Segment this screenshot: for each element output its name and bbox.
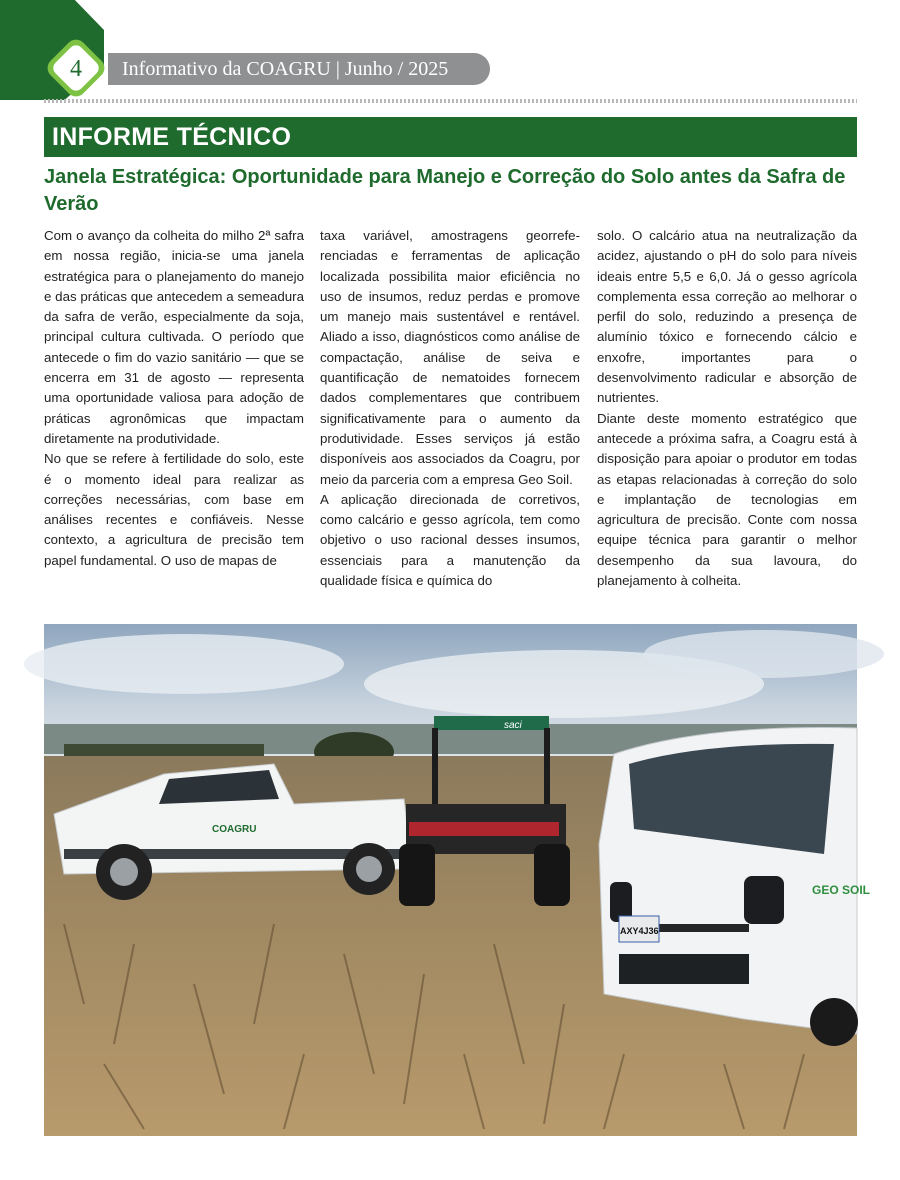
paragraph: A aplicação direcionada de corretivos, como calcário e gesso agrícola, tem como objetivo o uso racional desses insumos, essenciais para a manutenção da qualidade física e química do xyxy=(320,491,580,589)
paragraph: Diante deste momento estratégico que antecede a próxima safra, a Coagru está à disposição para apoiar o produtor em todas as etapas relacionadas à correção do solo e implantação de tecnologias em agricultura de precisão. Conte com nossa equipe técnica para garantir o melhor desempenho da sua lavoura, do planejamento à colheita. xyxy=(597,410,857,589)
paragraph: taxa variável, amostragens georreferenciadas e ferramentas de aplicação localizada possibilita maior eficiência no uso de insumos, reduz perdas e promove um manejo mais sustentável e rentável. Aliado a isso, diagnósticos como análise de compactação, análise de seiva e quantificação de nematoides fornecem dados complementares que contribuem significativamente para o aumento da produtividade. Esses serviços já estão disponíveis aos associados da Coagru, por meio da parceria com a empresa Geo Soil. xyxy=(320,228,580,487)
cloud xyxy=(24,634,344,694)
cloud xyxy=(644,630,884,678)
article-column-2 xyxy=(320,226,580,621)
section-title: INFORME TÉCNICO xyxy=(52,123,292,151)
white-cab-truck xyxy=(599,728,870,1046)
license-plate-text: AXY4J36 xyxy=(620,926,659,936)
utv-brand: saci xyxy=(504,720,522,731)
article-column-3 xyxy=(597,226,857,621)
article-headline: Janela Estratégica: Oportunidade para Manejo e Correção do Solo antes da Safra de Verão xyxy=(44,166,846,215)
header-divider xyxy=(44,99,857,103)
publication-title: Informativo da COAGRU | Junho / 2025 xyxy=(108,53,490,85)
paragraph: No que se refere à fertilidade do solo, este é o momento ideal para realizar as correções necessárias, com base em análises recentes e confiáveis. Nesse contexto, a agricultura de precisão tem papel fundamental. O uso de mapas de xyxy=(44,451,304,568)
pickup-logo: COAGRU xyxy=(212,824,257,835)
paragraph: Com o avanço da colheita do milho 2ª safra em nossa região, inicia-se uma janela estratégica para o planejamento do manejo e das práticas que antecedem a semeadura da safra de verão, especialmente da soja, principal cultura cultivada. O período que antecede o fim do vazio sanitário — que se encerra em 31 de agosto — representa uma oportunidade valiosa para adoção de práticas agronômicas que impactam diretamente na produtividade. xyxy=(44,228,304,446)
truck-logo: GEO SOIL xyxy=(812,883,871,897)
page-number: 4 xyxy=(70,56,82,82)
field-vehicles-photo xyxy=(44,624,871,1136)
article-column-1 xyxy=(44,226,304,621)
section-band xyxy=(44,117,857,157)
paragraph: solo. O calcário atua na neutralização da acidez, ajustando o pH do solo para níveis ideais entre 5,5 e 6,0. Já o gesso agrícola complementa essa correção ao melhorar o perfil do solo, reduzindo a presença de alumínio tóxico e fornecendo cálcio e enxofre, importantes para o desenvolvimento radicular e absorção de nutrientes. xyxy=(597,228,857,406)
